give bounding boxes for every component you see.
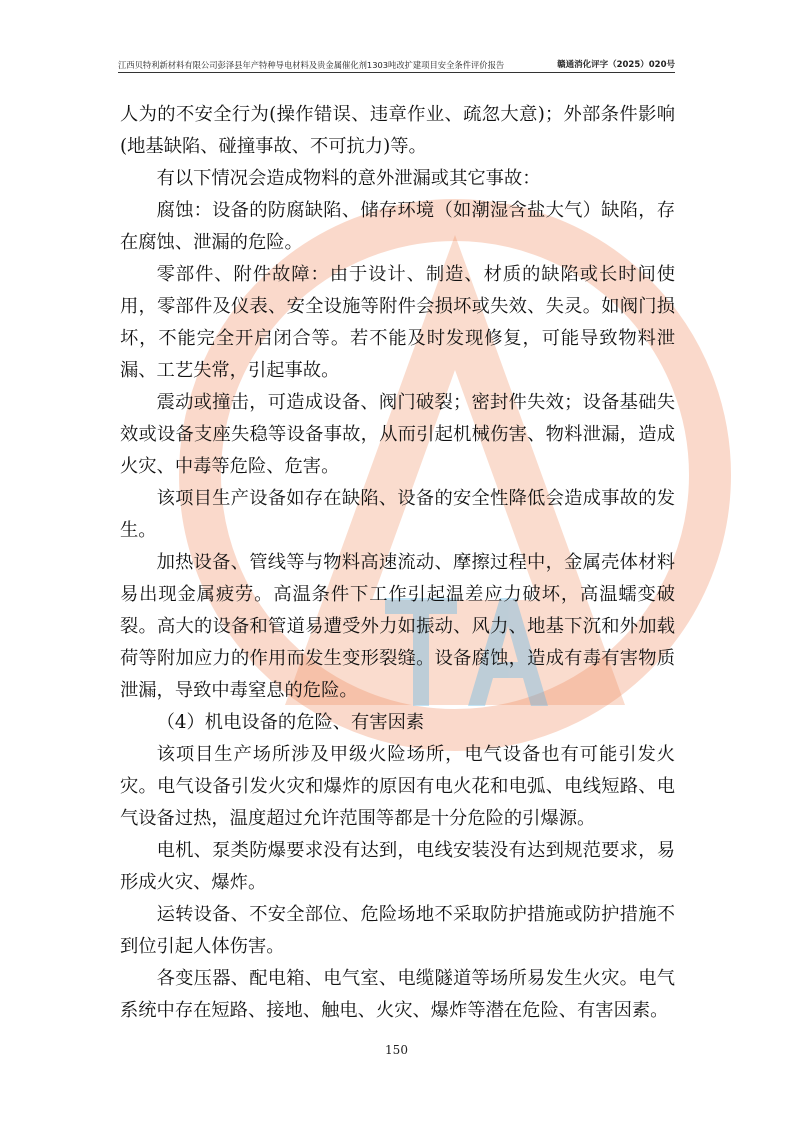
paragraph: 电机、泵类防爆要求没有达到，电线安装没有达到规范要求，易形成火灾、爆炸。 <box>120 840 675 893</box>
paragraph: 人为的不安全行为(操作错误、违章作业、疏忽大意)；外部条件影响(地基缺陷、碰撞事故、不可抗力)等。 <box>120 104 675 157</box>
paragraph: 运转设备、不安全部位、危险场地不采取防护措施或防护措施不到位引起人体伤害。 <box>120 904 675 957</box>
paragraph: 该项目生产场所涉及甲级火险场所，电气设备也有可能引发火灾。电气设备引发火灾和爆炸的原因有电火花和电弧、电线短路、电气设备过热，温度超过允许范围等都是十分危险的引爆源。 <box>120 744 675 829</box>
paragraph: 加热设备、管线等与物料高速流动、摩擦过程中，金属壳体材料易出现金属疲劳。高温条件下工作引起温差应力破坏，高温蠕变破裂。高大的设备和管道易遭受外力如振动、风力、地基下沉和外加载荷等附加应力的作用而发生变形裂缝。设备腐蚀，造成有毒有害物质泄漏，导致中毒窒息的危险。 <box>120 552 675 701</box>
page-number: 150 <box>385 1043 408 1057</box>
report-title: 江西贝特利新材料有限公司彭泽县年产特种导电材料及贵金属催化剂1303吨改扩建项目安全条件评价报告 <box>118 60 505 70</box>
paragraph: 该项目生产设备如存在缺陷、设备的安全性降低会造成事故的发生。 <box>120 488 675 541</box>
paragraph: 震动或撞击，可造成设备、阀门破裂；密封件失效；设备基础失效或设备支座失稳等设备事故，从而引起机械伤害、物料泄漏，造成火灾、中毒等危险、危害。 <box>120 392 675 477</box>
paragraph: 有以下情况会造成物料的意外泄漏或其它事故： <box>156 168 541 189</box>
report-number: 赣通消化评字（2025）020号 <box>557 60 675 70</box>
paragraph: 各变压器、配电箱、电气室、电缆隧道等场所易发生火灾。电气系统中存在短路、接地、触电、火灾、爆炸等潜在危险、有害因素。 <box>120 968 675 1021</box>
paragraph: 零部件、附件故障：由于设计、制造、材质的缺陷或长时间使用，零部件及仪表、安全设施等附件会损坏或失效、失灵。如阀门损坏，不能完全开启闭合等。若不能及时发现修复，可能导致物料泄漏、工艺失常，引起事故。 <box>120 264 675 381</box>
body-text <box>120 99 675 1027</box>
running-header <box>118 55 675 73</box>
paragraph: 腐蚀：设备的防腐缺陷、储存环境（如潮湿含盐大气）缺陷，存在腐蚀、泄漏的危险。 <box>120 200 675 253</box>
section-heading: （4）机电设备的危险、有害因素 <box>156 712 425 733</box>
